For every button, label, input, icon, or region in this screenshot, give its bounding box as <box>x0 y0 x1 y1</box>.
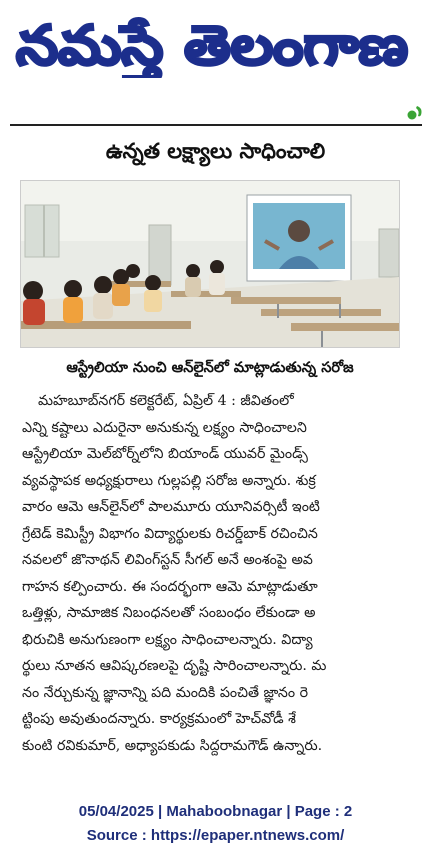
page-footer <box>0 800 431 856</box>
article-line: ర్థులు నూతన ఆవిష్కరణలపై దృష్టి సారించాలన్నారు. మ <box>22 658 327 674</box>
article-line: భిరుచికి అనుగుణంగా లక్ష్యం సాధించాలన్నారు. విద్యా <box>22 631 313 648</box>
article-line: కుంటి రవికుమార్, అధ్యాపకుడు సిద్దరామగౌడ్ ఉన్నారు. <box>22 737 323 754</box>
article-line: ఒత్తిళ్లు, సామాజిక నిబంధనలతో సంబంధం లేకుండా అ <box>22 605 316 621</box>
article-line: మహబూబ్‌నగర్ కలెక్టరేట్, ఏప్రిల్ 4 : జీవితంలో <box>38 393 294 409</box>
article-line: ఎన్ని కష్టాలు ఎదురైనా అనుకున్న లక్ష్యం సాధించాలని <box>22 419 307 436</box>
article-line: గాహన కల్పించారు. ఈ సందర్భంగా ఆమె మాట్లాడుతూ <box>22 578 318 595</box>
header-divider <box>10 124 422 126</box>
article-line: వారం ఆమె ఆన్‌లైన్‌లో పాలమూరు యూనివర్సిటీ ఇంటి <box>22 499 320 515</box>
article-line: ట్టింపు అవుతుందన్నారు. కార్యక్రమంలో హెచ్‌వోడీ శే <box>22 711 296 727</box>
article-line: ఆస్ట్రేలియా మెల్‌బోర్న్‌లోని బియాండ్ యువర్ మైండ్స్ <box>22 446 308 462</box>
article-photo <box>20 180 400 348</box>
brand-mark-icon <box>404 102 426 122</box>
footer-edition-info: 05/04/2025 | Mahaboobnagar | Page : 2 <box>78 803 353 820</box>
newspaper-masthead <box>12 8 412 78</box>
article-line: గ్రేటెడ్ కెమిస్ట్రీ విభాగం విద్యార్థులకు రిచర్డ్‌బాక్ రచించిన <box>22 525 318 542</box>
article-line: నం నేర్చుకున్న జ్ఞానాన్ని పది మందికి పంచితే జ్ఞానం రె <box>22 684 309 701</box>
footer-source: Source : https://epaper.ntnews.com/ <box>86 827 345 844</box>
photo-caption: ఆస్ట్రేలియా నుంచి ఆన్‌లైన్‌లో మాట్లాడుతున్న సరోజ <box>66 360 354 376</box>
classroom-video-call-photo <box>21 181 399 347</box>
article-line: వ్యవస్థాపక అధ్యక్షురాలు గుల్లపల్లి సరోజ అన్నారు. శుక్ర <box>22 472 316 489</box>
article-body <box>22 388 398 792</box>
masthead-title: నమస్తే తెలంగాణ <box>16 14 370 77</box>
article-headline: ఉన్నత లక్ష్యాలు సాధించాలి <box>105 139 326 163</box>
article-line: నవలలో జొనాథన్ లివింగ్‌స్టన్ సీగల్ అనే అంశంపై అవ <box>22 552 313 568</box>
